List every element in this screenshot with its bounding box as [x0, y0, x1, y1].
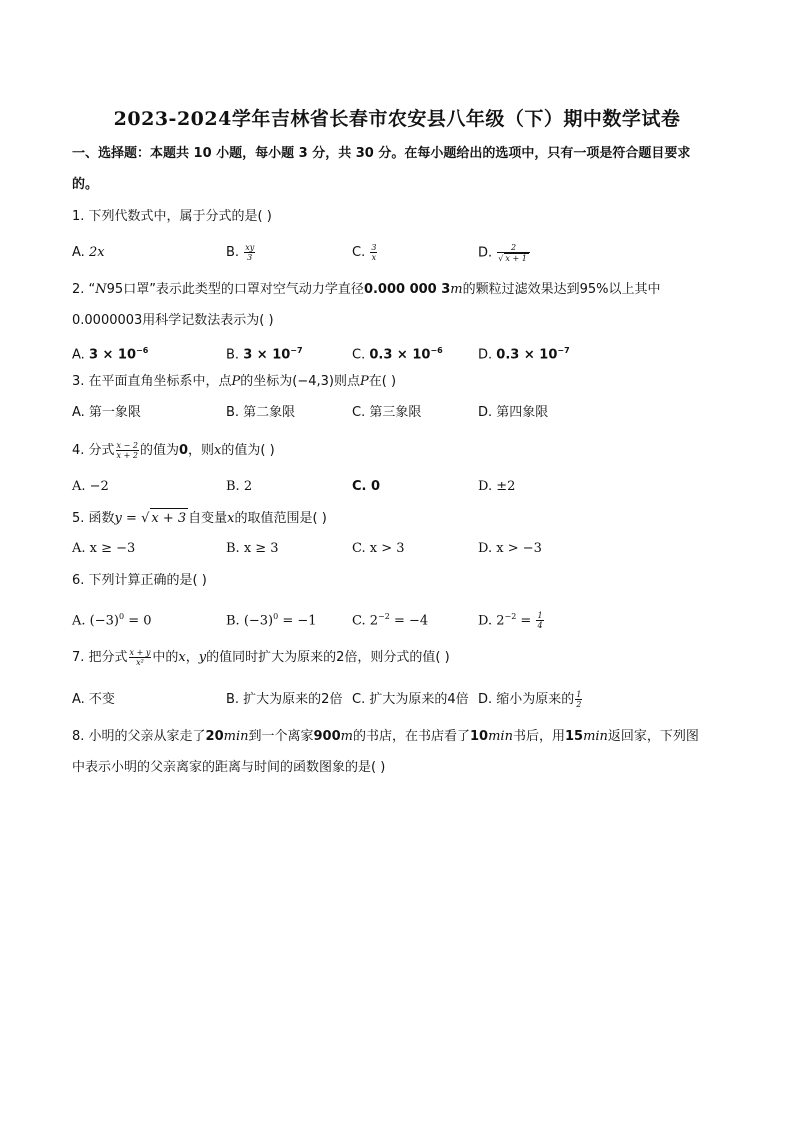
- q2-stem-line-2: 0.0000003用科学记数法表示为( ): [72, 313, 274, 328]
- text: 自变量: [188, 511, 228, 526]
- number: 20: [205, 729, 224, 744]
- number: 0: [178, 443, 188, 458]
- math-var: P: [360, 374, 369, 389]
- q1-stem: 1. 下列代数式中，属于分式的是( ): [72, 209, 272, 224]
- q6-stem: 6. 下列计算正确的是( ): [72, 573, 207, 588]
- q4-option-c: C. 0: [352, 479, 381, 494]
- q2-option-a: [72, 341, 148, 365]
- q5-option-b: B. x ≥ 3: [226, 541, 279, 556]
- section-heading-line-1: 一、选择题：本题共 10 小题，每小题 3 分，共 30 分。在每小题给出的选项中，只有一项是符合题目要求: [72, 146, 691, 161]
- option-label: D.: [478, 347, 493, 363]
- exponent: −6: [136, 346, 149, 355]
- text: ，则: [188, 443, 215, 458]
- denominator-radical: √ x + 1: [498, 254, 527, 263]
- option-label: D.: [478, 245, 493, 261]
- fraction: [370, 243, 377, 262]
- q1-option-b: [226, 243, 256, 263]
- q5-option-d: D. x > −3: [478, 541, 542, 556]
- fraction: [244, 243, 255, 262]
- math-expr: 0.3 × 10: [496, 347, 558, 363]
- math-expr: A. (−3): [72, 613, 119, 629]
- text: 3. 在平面直角坐标系中，点: [72, 374, 232, 389]
- denominator: x²: [136, 658, 144, 667]
- denominator: 3: [247, 253, 253, 262]
- q4-stem: [72, 441, 275, 461]
- text: 的取值范围是( ): [234, 511, 327, 526]
- radicand: x + 3: [150, 508, 188, 529]
- math-expr: =: [516, 613, 536, 629]
- q7-option-d: [478, 690, 583, 710]
- exponent: −2: [378, 612, 390, 621]
- q2-option-d: [478, 341, 570, 365]
- q4-option-a: A. −2: [72, 479, 109, 494]
- q8-stem-line-2: 中表示小明的父亲离家的距离与时间的函数图象的是( ): [72, 760, 386, 775]
- math-expr: y =: [114, 511, 142, 526]
- text: 书后，用: [512, 729, 565, 744]
- numerator: xy: [245, 243, 255, 252]
- denominator: 4: [537, 621, 543, 631]
- unit: min: [223, 729, 249, 744]
- fraction: [575, 690, 582, 709]
- q4-option-b: B. 2: [226, 479, 253, 494]
- section-heading-line-2: 的。: [72, 177, 99, 192]
- numerator: x + y: [129, 648, 151, 657]
- denominator: x: [371, 253, 377, 262]
- unit: min: [583, 729, 608, 744]
- text: 的坐标为(−4,3)则点: [240, 374, 361, 389]
- math-var: x: [178, 650, 186, 665]
- number: 900: [313, 729, 341, 744]
- option-text: D. 缩小为原来的: [478, 692, 575, 707]
- q7-option-a: A. 不变: [72, 692, 115, 707]
- option-label: A.: [72, 347, 85, 363]
- text: 的值为: [139, 443, 179, 458]
- option-label: A.: [72, 245, 85, 260]
- exponent: −7: [557, 346, 570, 355]
- numerator: 2: [497, 243, 530, 253]
- numerator: 1: [537, 611, 543, 621]
- math-var: y: [198, 650, 207, 665]
- math-var: N: [95, 282, 107, 297]
- q1-option-c: [352, 243, 378, 263]
- math-expr: 0.3 × 10: [369, 347, 431, 363]
- text: ，: [185, 650, 199, 665]
- q2-stem-line-1: [72, 280, 661, 300]
- fraction: [116, 441, 139, 460]
- q5-stem: [72, 508, 327, 529]
- text: 的值为( ): [221, 443, 275, 458]
- q3-option-c: C. 第三象限: [352, 405, 422, 420]
- math-expr: 2x: [88, 245, 105, 260]
- math-expr: = 0: [124, 613, 152, 629]
- exponent: 0: [273, 612, 279, 621]
- text: 的颗粒过滤效果达到95%以上其中: [462, 282, 661, 297]
- q5-option-a: A. x ≥ −3: [72, 541, 136, 556]
- numerator: 3: [371, 243, 377, 252]
- number: 0.000 000 3: [363, 282, 451, 297]
- text: 8. 小明的父亲从家走了: [72, 729, 206, 744]
- q7-option-b: B. 扩大为原来的2倍: [226, 692, 343, 707]
- math-expr: D. 2: [478, 613, 505, 629]
- q5-option-c: C. x > 3: [352, 541, 405, 556]
- math-expr: = −1: [278, 613, 317, 629]
- text: 到一个离家: [248, 729, 314, 744]
- unit: m: [340, 729, 353, 744]
- q3-stem: [72, 372, 396, 392]
- number: 10: [470, 729, 489, 744]
- math-var: x: [214, 443, 222, 458]
- q8-stem-line-1: [72, 727, 699, 747]
- text: 4. 分式: [72, 443, 115, 458]
- exponent: −7: [290, 346, 303, 355]
- q6-option-b: [226, 607, 317, 631]
- text: 2. “: [72, 282, 96, 297]
- exponent: −6: [430, 346, 443, 355]
- text: 的值同时扩大为原来的2倍，则分式的值( ): [206, 650, 450, 665]
- option-label: B.: [226, 347, 240, 363]
- q3-option-b: B. 第二象限: [226, 405, 296, 420]
- q6-option-a: [72, 607, 152, 631]
- q1-option-d: [478, 243, 531, 264]
- text: 95口罩”表示此类型的口罩对空气动力学直径: [106, 282, 364, 297]
- text: 7. 把分式: [72, 650, 128, 665]
- option-label: C.: [352, 347, 366, 363]
- q6-option-d: [478, 607, 545, 631]
- number: 15: [564, 729, 584, 744]
- fraction: [497, 243, 530, 263]
- denominator: x + 2: [116, 451, 138, 460]
- math-expr: B. (−3): [226, 613, 274, 629]
- option-label: C.: [352, 245, 366, 260]
- math-var: P: [231, 374, 241, 389]
- page-title: 2023-2024学年吉林省长春市农安县八年级（下）期中数学试卷: [113, 108, 681, 130]
- q6-option-c: [352, 607, 428, 631]
- denominator: 2: [576, 700, 582, 709]
- q7-stem: [72, 648, 450, 668]
- fraction: [536, 611, 543, 630]
- q4-option-d: D. ±2: [478, 479, 516, 494]
- text: 5. 函数: [72, 511, 115, 526]
- text: 中的: [152, 650, 179, 665]
- q3-option-d: D. 第四象限: [478, 405, 549, 420]
- q2-option-b: [226, 341, 303, 365]
- math-expr: 3 × 10: [243, 347, 291, 363]
- text: 的书店，在书店看了: [352, 729, 470, 744]
- math-var: x: [227, 511, 235, 526]
- exponent: 0: [118, 612, 125, 621]
- unit: m: [450, 282, 463, 297]
- q7-option-c: C. 扩大为原来的4倍: [352, 692, 469, 707]
- text: 返回家，下列图: [607, 729, 699, 744]
- option-label: B.: [226, 245, 240, 260]
- math-expr: = −4: [389, 613, 429, 629]
- text: 在( ): [368, 374, 397, 389]
- q3-option-a: A. 第一象限: [72, 405, 141, 420]
- unit: min: [488, 729, 513, 744]
- radical-sign: √: [141, 511, 150, 526]
- numerator: x − 2: [116, 441, 138, 450]
- fraction: [129, 648, 152, 667]
- math-expr: 3 × 10: [88, 347, 137, 363]
- radicand: x + 1: [505, 254, 527, 263]
- exponent: −2: [504, 612, 517, 621]
- q1-option-a: [72, 243, 105, 263]
- q2-option-c: [352, 341, 443, 365]
- math-expr: C. 2: [352, 613, 379, 629]
- numerator: 1: [576, 690, 582, 699]
